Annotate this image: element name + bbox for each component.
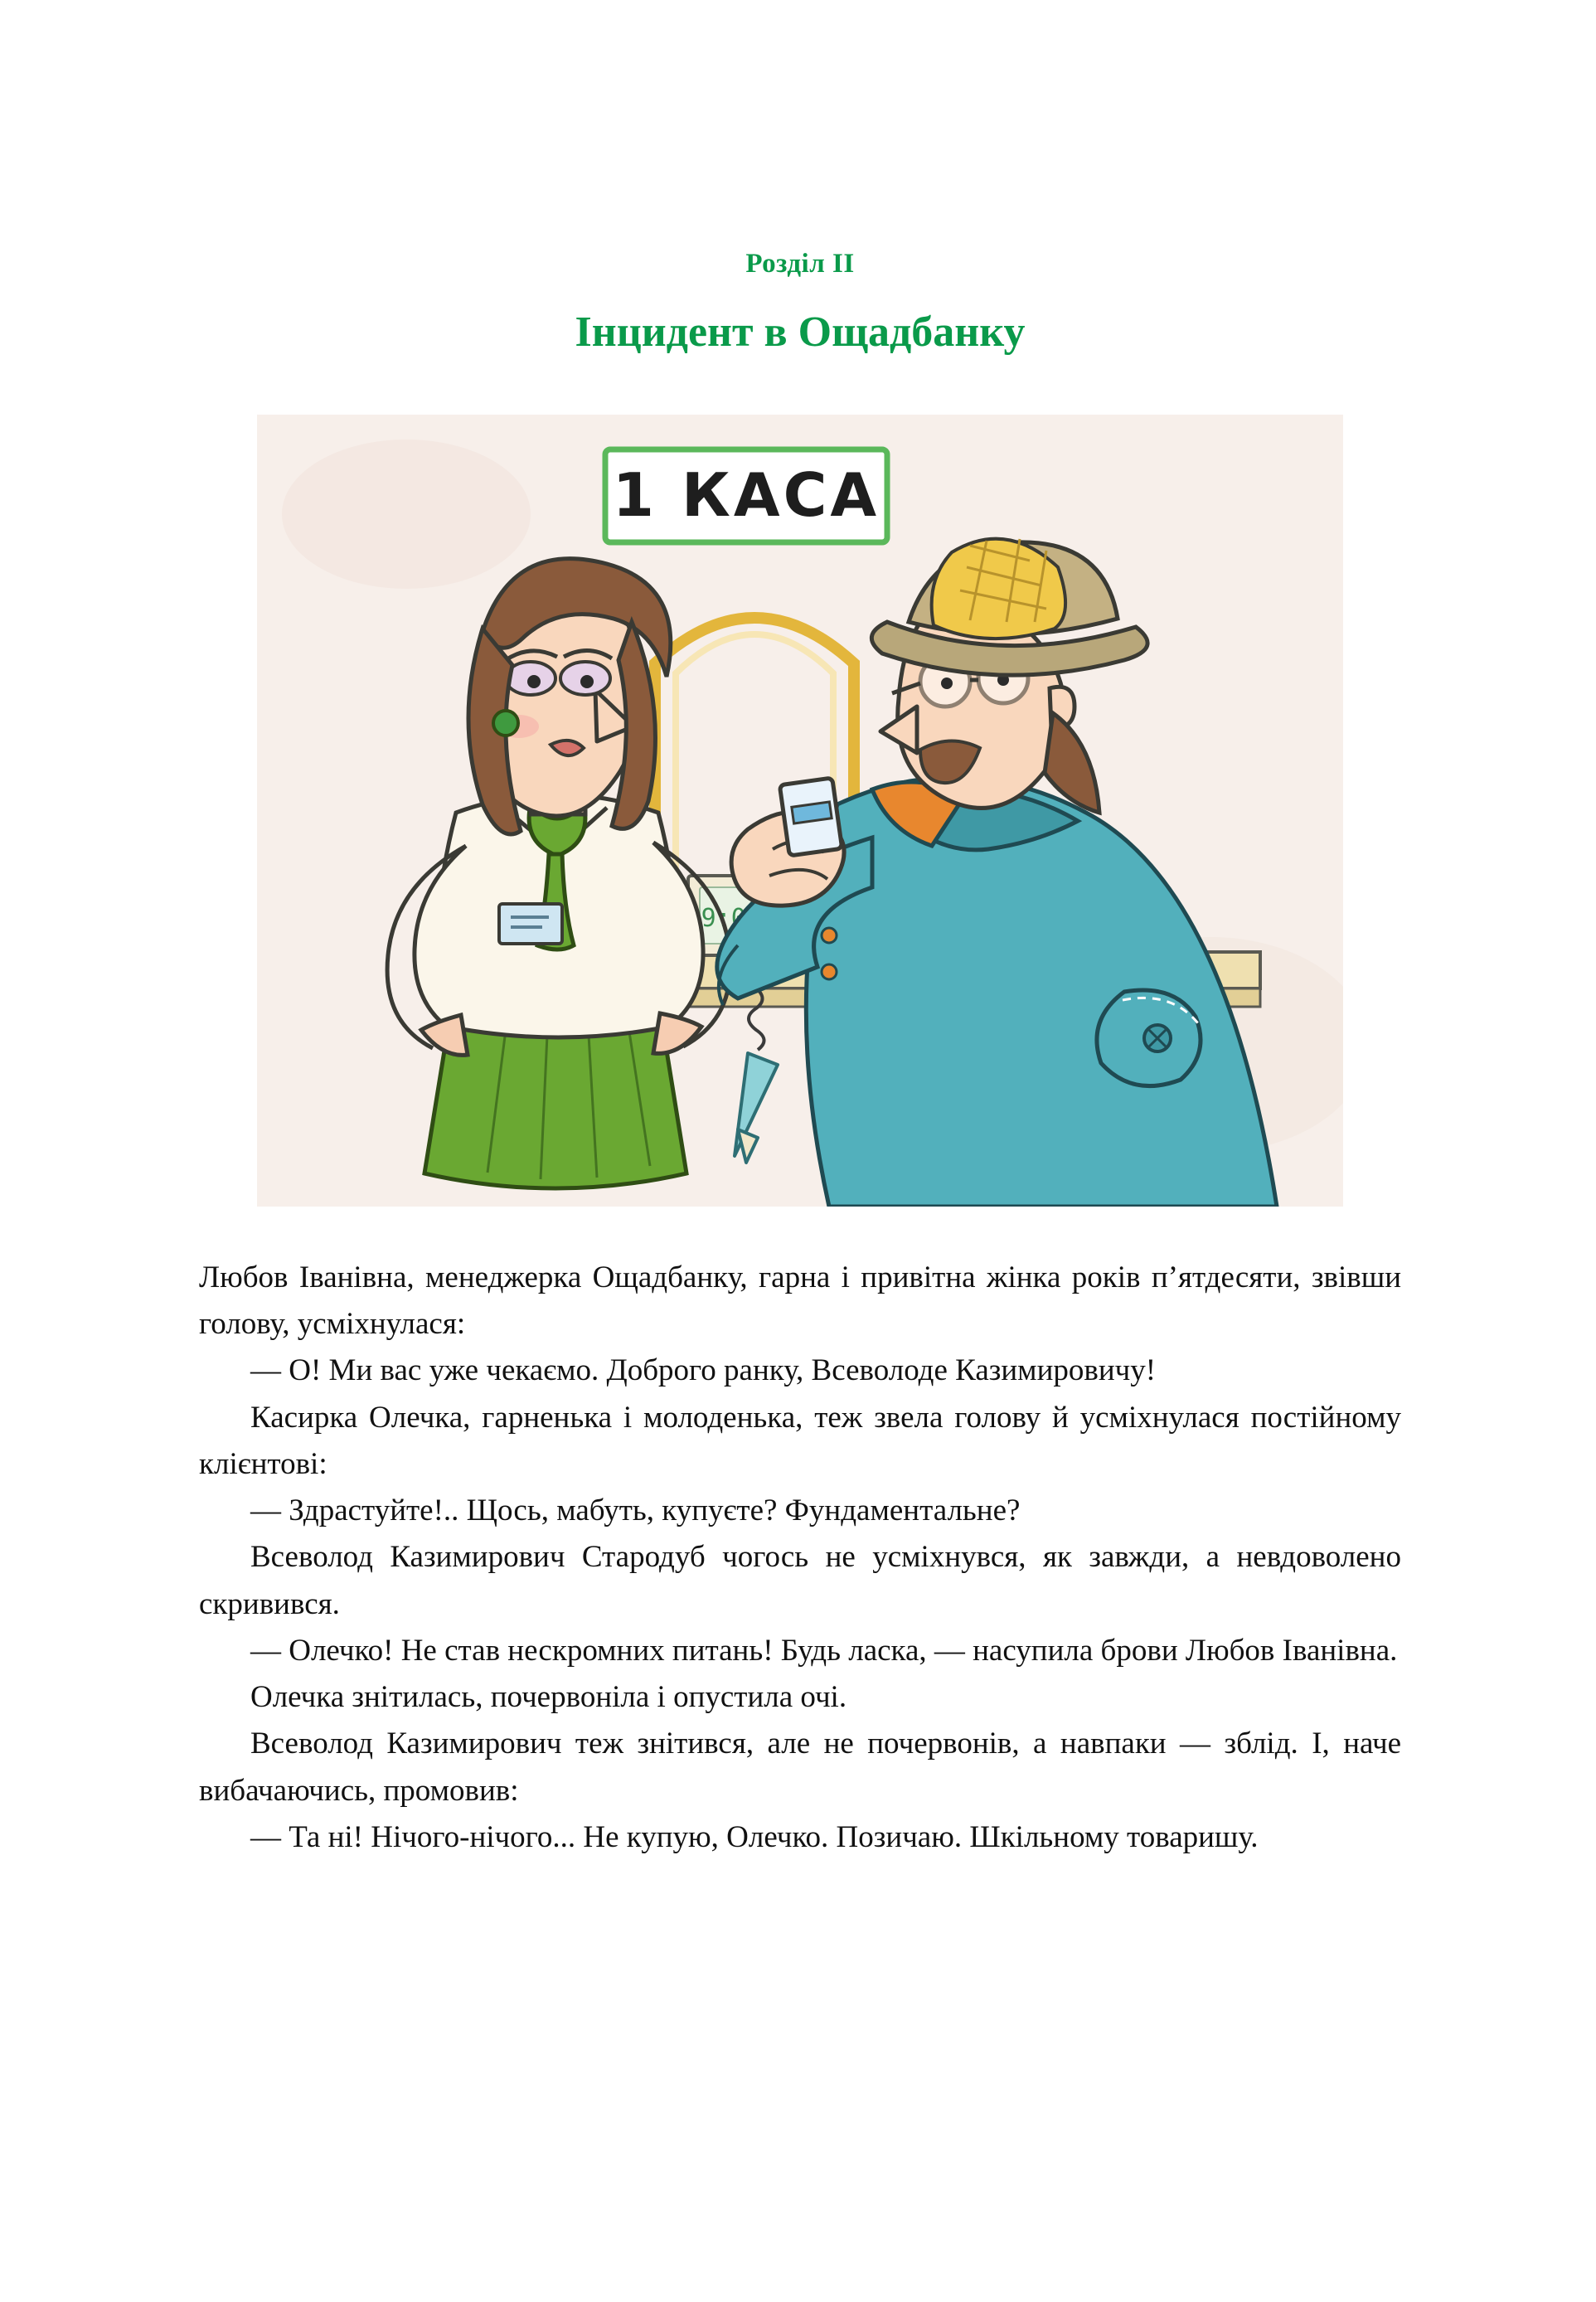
paragraph: — Та ні! Нічого-нічого... Не купую, Олечко. Позичаю. Шкільному товаришу. xyxy=(250,1819,1259,1854)
svg-text:09:00 — 18:00: 09:00 xyxy=(686,904,761,933)
name-badge xyxy=(499,904,562,944)
paragraph: Касирка Олечка, гарненька і молоденька, теж звела голову й усміхнулася постійному клієнтові: xyxy=(199,1400,1401,1481)
paragraph: Всеволод Казимирович Стародуб чогось не усміхнувся, як завжди, а невдоволено скривився. xyxy=(199,1540,1401,1621)
paragraph: — Олечко! Не став нескромних питань! Будь ласка, — насупила брови Любов Іванівна. xyxy=(250,1633,1398,1668)
page-title: Інцидент в Ощадбанку xyxy=(575,308,1026,356)
svg-text:1 КАСА: 1 КАСА xyxy=(612,460,880,530)
page-content xyxy=(199,249,1401,1861)
paragraph: — О! Ми вас уже чекаємо. Доброго ранку, Всеволоде Казимировичу! xyxy=(250,1353,1157,1388)
bank-card xyxy=(779,778,842,856)
paragraph: Любов Іванівна, менеджерка Ощадбанку, гарна і привітна жінка років п’ятдесяти, звівши голову, усміхнулася: xyxy=(199,1260,1401,1342)
chapter-body xyxy=(199,1255,1401,1861)
paragraph: — Здрастуйте!.. Щось, мабуть, купуєте? Фундаментальне? xyxy=(250,1493,1021,1528)
chapter-illustration xyxy=(257,415,1343,1207)
paragraph: Олечка знітилась, почервоніла і опустила очі. xyxy=(250,1680,847,1715)
sleeve-cuff xyxy=(1097,990,1201,1086)
paragraph: Всеволод Казимирович теж знітився, але не почервонів, а навпаки — зблід. І, наче вибачаючись, промовив: xyxy=(199,1726,1401,1808)
chapter-label: Розділ II xyxy=(745,249,855,279)
cash-desk-sign xyxy=(605,449,887,542)
